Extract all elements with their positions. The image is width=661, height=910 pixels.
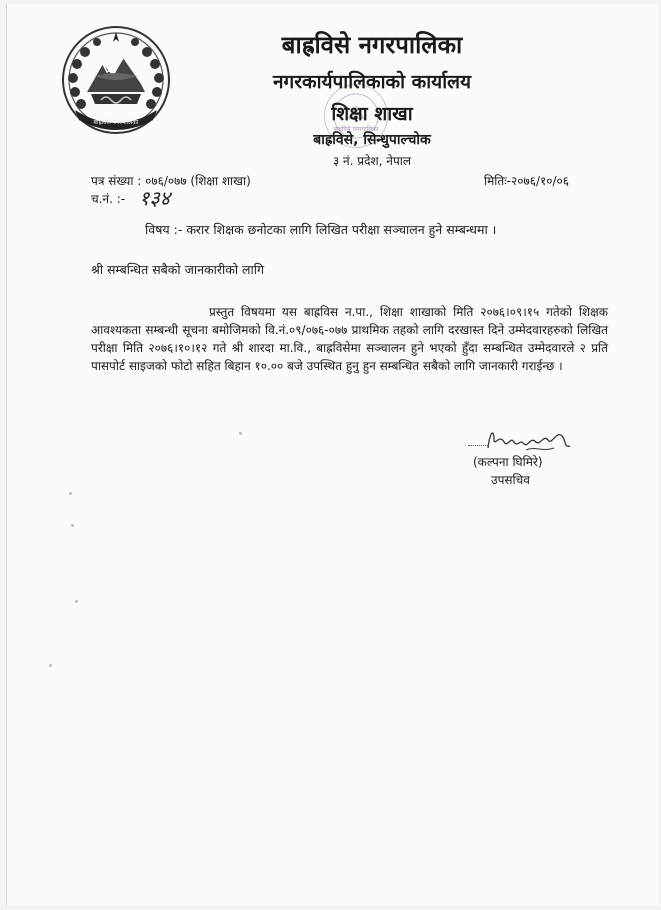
scan-speck (49, 664, 52, 667)
office-address: बाह्रविसे, सिन्धुपाल्चोक (313, 132, 431, 148)
signatory-designation: उपसचिव (491, 473, 530, 487)
letter-subject: विषय :- करार शिक्षक छनोटका लागि लिखित परीक्षा सञ्चालन हुने सम्बन्धमा । (145, 222, 497, 237)
signatory-name: (कल्पना घिमिरे) (473, 455, 543, 469)
letter-body: प्रस्तुत विषयमा यस बाह्रविस न.पा., शिक्षा शाखाको मिति २०७६।०९।१५ गतेको शिक्षक आवश्यकता सम्बन्धी सूचना बमोजिमको वि.नं.०९/०७६-०७७ प्राथमिक तहको लागि दरखास्त दिने उम्मेदवारहरुको लिखित परीक्षा मिति २०७६।१०।१२ गते श्री शारदा मा.वि., बाह्रविसेमा सञ्चालन हुने भएको हुँदा सम्बन्धित उम्मेदवारले २ प्रति पासपोर्ट साइजको फोटो सहित बिहान १०.०० बजे उपस्थित हुनु हुन सम्बन्धित सबैको लागि जानकारी गराईन्छ । (91, 305, 608, 373)
nepal-emblem-icon (57, 24, 175, 136)
municipality-name: बाह्रविसे नगरपालिका (281, 31, 463, 59)
scan-speck (71, 524, 74, 527)
letter-page (6, 4, 659, 906)
emblem-caption: बाह्रविसे नगरपालिका (93, 119, 139, 126)
outward-number-handwritten: १३४ (139, 186, 171, 210)
branch-name: शिक्षा शाखा (331, 103, 413, 125)
reference-number: पत्र संख्या : ०७६/०७७ (शिक्षा शाखा) (91, 174, 251, 188)
letter-date: मितिः-२०७६/१०/०६ (484, 174, 569, 188)
scan-speck (69, 492, 72, 495)
outward-number-label: च.नं. :- (91, 192, 126, 206)
scan-speck (239, 432, 242, 435)
office-name: नगरकार्यपालिकाको कार्यालय (272, 71, 472, 93)
addressee-line: श्री सम्बन्धित सबैको जानकारीको लागि (91, 262, 265, 277)
scan-speck (75, 600, 78, 603)
signature-scrawl-text: Bhandari (482, 424, 487, 425)
province-line: ३ नं. प्रदेश, नेपाल (332, 154, 412, 168)
stamp-text: बाह्रविसे नगरपालिका (333, 126, 379, 133)
